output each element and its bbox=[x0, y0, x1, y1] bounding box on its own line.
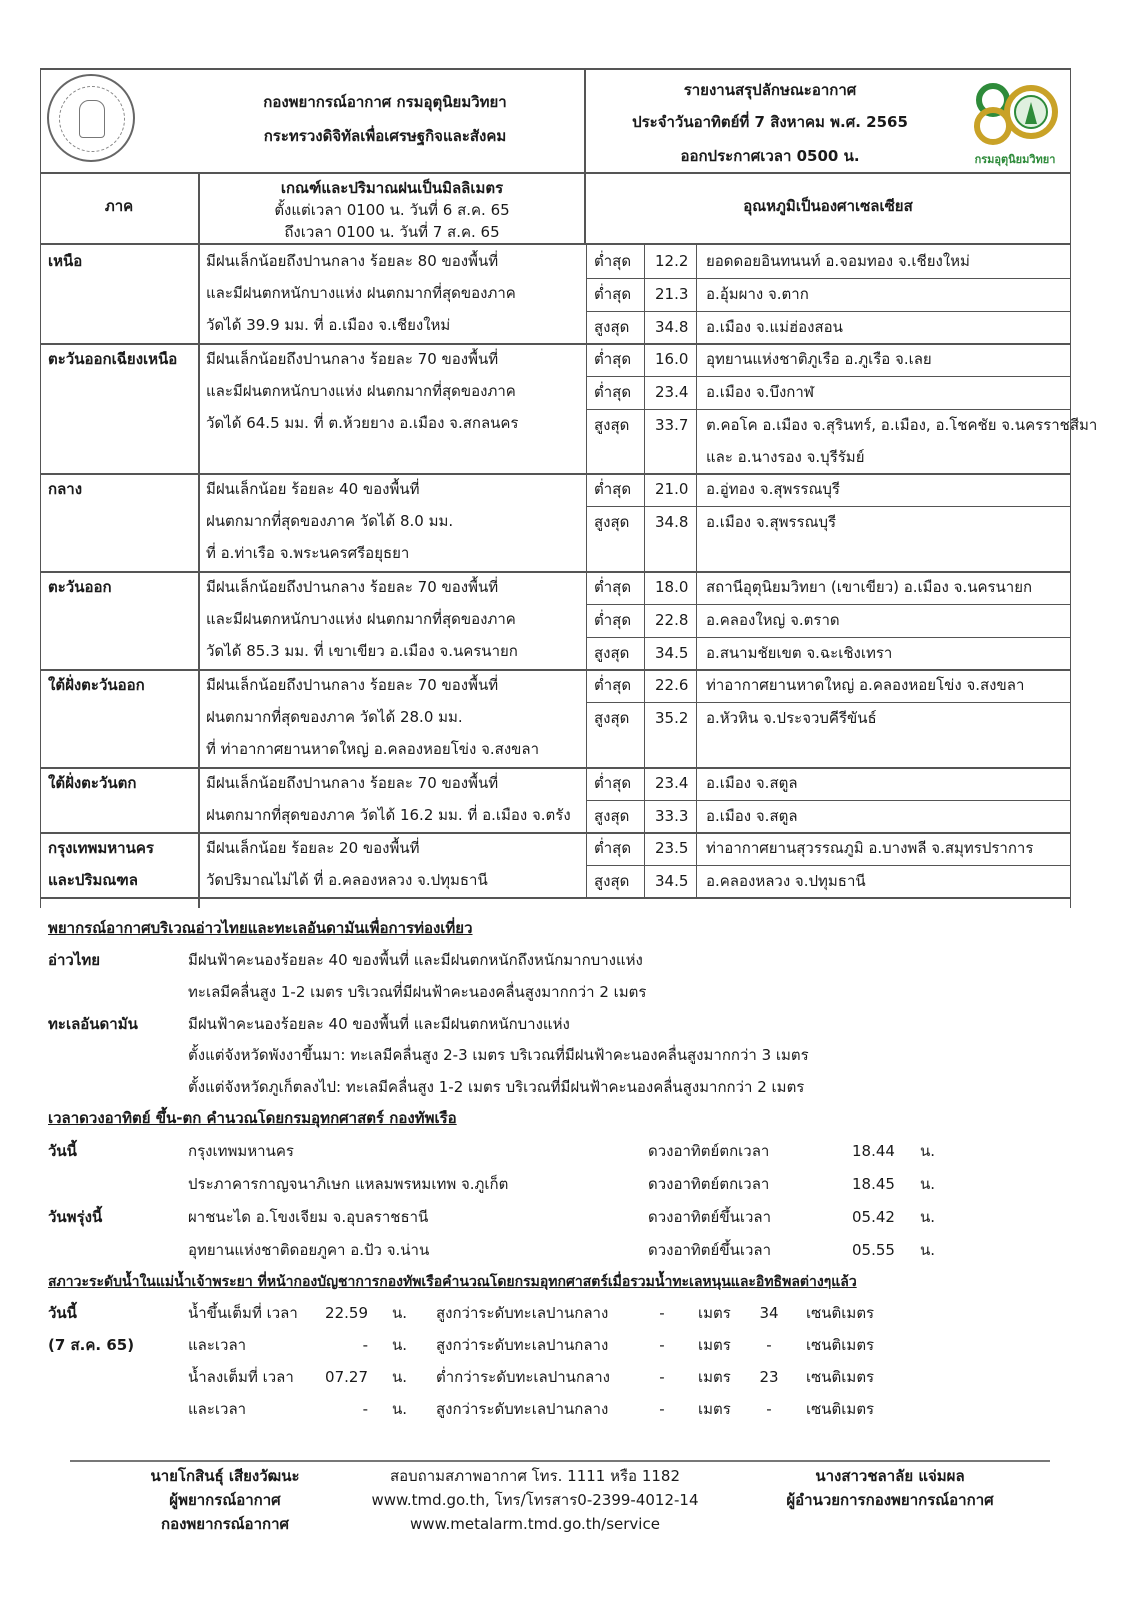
table-row-divider bbox=[586, 278, 1070, 279]
marine-andaman-line: มีฝนฟ้าคะนองร้อยละ 40 ของพื้นที่ และมีฝนตกหนักบางแห่ง bbox=[188, 1015, 570, 1033]
temp-value: 23.5 bbox=[655, 839, 689, 857]
column-header-region: ภาค bbox=[104, 197, 134, 215]
tide-meters-unit: เมตร bbox=[698, 1304, 731, 1322]
temp-value: 34.8 bbox=[655, 318, 689, 336]
table-column-divider bbox=[696, 571, 697, 669]
tide-event: และเวลา bbox=[188, 1336, 247, 1354]
rain-summary-line: มีฝนเล็กน้อยถึงปานกลาง ร้อยละ 70 ของพื้นที่ bbox=[206, 774, 499, 792]
table-column-divider bbox=[586, 473, 587, 571]
rain-summary-line: มีฝนเล็กน้อยถึงปานกลาง ร้อยละ 70 ของพื้นที่ bbox=[206, 350, 499, 368]
table-column-divider bbox=[644, 832, 645, 897]
region-name: ตะวันออกเฉียงเหนือ bbox=[48, 350, 178, 368]
report-date: ประจำวันอาทิตย์ที่ 7 สิงหาคม พ.ศ. 2565 bbox=[632, 113, 908, 131]
rain-summary-line: ที่ อ.ท่าเรือ จ.พระนครศรีอยุธยา bbox=[206, 544, 410, 562]
tide-event: น้ำลงเต็มที่ เวลา bbox=[188, 1368, 294, 1386]
tide-centimeters-unit: เซนติเมตร bbox=[806, 1400, 875, 1418]
rain-summary-line: และมีฝนตกหนักบางแห่ง ฝนตกมากที่สุดของภาค bbox=[206, 284, 516, 302]
tide-day-date: (7 ส.ค. 65) bbox=[48, 1336, 135, 1354]
sun-time-unit: น. bbox=[920, 1175, 936, 1193]
region-name: ตะวันออก bbox=[48, 578, 112, 596]
table-row-divider bbox=[586, 376, 1070, 377]
ministry-name: กระทรวงดิจิทัลเพื่อเศรษฐกิจและสังคม bbox=[263, 127, 507, 145]
contact-website[interactable]: www.tmd.go.th, โทร/โทรสาร0-2399-4012-14 bbox=[371, 1491, 699, 1509]
table-row-divider bbox=[586, 637, 1070, 638]
tide-time-unit: น. bbox=[392, 1336, 408, 1354]
temp-value: 23.4 bbox=[655, 383, 689, 401]
temp-value: 18.0 bbox=[655, 578, 689, 596]
temp-location: อุทยานแห่งชาติภูเรือ อ.ภูเรือ จ.เลย bbox=[706, 350, 932, 368]
sun-event: ดวงอาทิตย์ขึ้นเวลา bbox=[648, 1241, 772, 1259]
tide-meters: - bbox=[659, 1304, 665, 1322]
forecaster-division: กองพยากรณ์อากาศ bbox=[160, 1515, 290, 1533]
column-header-temperature: อุณหภูมิเป็นองศาเซลเซียส bbox=[743, 197, 913, 215]
sun-event: ดวงอาทิตย์ขึ้นเวลา bbox=[648, 1208, 772, 1226]
temp-type: ต่ำสุด bbox=[594, 578, 632, 596]
tide-meters-unit: เมตร bbox=[698, 1336, 731, 1354]
temp-value: 21.0 bbox=[655, 480, 689, 498]
rain-summary-line: วัดปริมาณไม่ได้ ที่ อ.คลองหลวง จ.ปทุมธานี bbox=[206, 871, 488, 889]
temp-location: สถานีอุตุนิยมวิทยา (เขาเขียว) อ.เมือง จ.นครนายก bbox=[706, 578, 1033, 596]
rain-period-from: ตั้งแต่เวลา 0100 น. วันที่ 6 ส.ค. 65 bbox=[274, 201, 510, 219]
temp-type: ต่ำสุด bbox=[594, 774, 632, 792]
sun-location: ประภาคารกาญจนาภิเษก แหลมพรหมเทพ จ.ภูเก็ต bbox=[188, 1175, 509, 1193]
temp-location: อ.คลองหลวง จ.ปทุมธานี bbox=[706, 872, 866, 890]
temp-location: ต.คอโค อ.เมือง จ.สุรินทร์, อ.เมือง, อ.โชคชัย จ.นครราชสีมา bbox=[706, 416, 1098, 434]
sun-section-title: เวลาดวงอาทิตย์ ขึ้น-ตก คำนวณโดยกรมอุทกศาสตร์ กองทัพเรือ bbox=[48, 1109, 457, 1127]
temp-type: ต่ำสุด bbox=[594, 383, 632, 401]
sun-location: ผาชนะได อ.โขงเจียม จ.อุบลราชธานี bbox=[188, 1208, 429, 1226]
sun-time-unit: น. bbox=[920, 1208, 936, 1226]
temp-type: สูงสุด bbox=[594, 513, 630, 531]
tide-reference: สูงกว่าระดับทะเลปานกลาง bbox=[436, 1336, 609, 1354]
org-name: กองพยากรณ์อากาศ กรมอุตุนิยมวิทยา bbox=[263, 93, 507, 111]
region-name: ใต้ฝั่งตะวันออก bbox=[48, 676, 145, 694]
rain-summary-line: มีฝนเล็กน้อย ร้อยละ 20 ของพื้นที่ bbox=[206, 839, 420, 857]
table-column-divider bbox=[586, 832, 587, 897]
rain-summary-line: มีฝนเล็กน้อยถึงปานกลาง ร้อยละ 70 ของพื้นที่ bbox=[206, 676, 499, 694]
temp-value: 33.3 bbox=[655, 807, 689, 825]
sun-time-unit: น. bbox=[920, 1241, 936, 1259]
table-row-divider bbox=[40, 767, 1071, 769]
tide-centimeters: - bbox=[766, 1400, 772, 1418]
temp-location: อ.เมือง จ.สตูล bbox=[706, 807, 798, 825]
temp-value: 34.5 bbox=[655, 872, 689, 890]
table-column-divider bbox=[586, 245, 587, 343]
tmd-80th-anniversary-logo bbox=[965, 80, 1065, 170]
temp-type: สูงสุด bbox=[594, 709, 630, 727]
tide-meters: - bbox=[659, 1400, 665, 1418]
temp-value: 23.4 bbox=[655, 774, 689, 792]
temp-type: สูงสุด bbox=[594, 318, 630, 336]
temp-type: ต่ำสุด bbox=[594, 676, 632, 694]
table-column-divider bbox=[586, 571, 587, 669]
sun-location: อุทยานแห่งชาติดอยภูคา อ.ปัว จ.น่าน bbox=[188, 1241, 430, 1259]
temp-location: อ.อู่ทอง จ.สุพรรณบุรี bbox=[706, 480, 840, 498]
temp-type: สูงสุด bbox=[594, 644, 630, 662]
tide-day-label: วันนี้ bbox=[48, 1304, 77, 1322]
logo-text: กรมอุตุนิยมวิทยา bbox=[974, 153, 1056, 166]
temp-location: อ.เมือง จ.สุพรรณบุรี bbox=[706, 513, 837, 531]
region-name: ใต้ฝั่งตะวันตก bbox=[48, 774, 137, 792]
temp-value: 12.2 bbox=[655, 252, 689, 270]
tide-time: - bbox=[362, 1336, 368, 1354]
tide-event: น้ำขึ้นเต็มที่ เวลา bbox=[188, 1304, 298, 1322]
sun-time: 18.44 bbox=[852, 1142, 895, 1160]
region-name: กลาง bbox=[48, 480, 83, 498]
table-column-divider bbox=[644, 245, 645, 343]
table-column-divider bbox=[696, 832, 697, 897]
rain-summary-line: มีฝนเล็กน้อยถึงปานกลาง ร้อยละ 70 ของพื้นที่ bbox=[206, 578, 499, 596]
rain-summary-line: วัดได้ 85.3 มม. ที่ เขาเขียว อ.เมือง จ.นครนายก bbox=[206, 642, 518, 660]
temp-type: ต่ำสุด bbox=[594, 839, 632, 857]
report-title: รายงานสรุปลักษณะอากาศ bbox=[683, 81, 857, 99]
tide-time: - bbox=[362, 1400, 368, 1418]
rain-summary-line: ฝนตกมากที่สุดของภาค วัดได้ 16.2 มม. ที่ อ.เมือง จ.ตรัง bbox=[206, 806, 571, 824]
table-column-divider bbox=[586, 343, 587, 473]
temp-location: อ.เมือง จ.บึงกาฬ bbox=[706, 383, 815, 401]
temp-type: สูงสุด bbox=[594, 807, 630, 825]
marine-andaman-line: ตั้งแต่จังหวัดพังงาขึ้นมา: ทะเลมีคลื่นสูง 2-3 เมตร บริเวณที่มีฝนฟ้าคะนองคลื่นสูงมากกว่า 3 เมตร bbox=[188, 1046, 809, 1064]
table-row-divider bbox=[586, 506, 1070, 507]
tide-meters: - bbox=[659, 1368, 665, 1386]
temp-location: ยอดดอยอินทนนท์ อ.จอมทอง จ.เชียงใหม่ bbox=[706, 252, 970, 270]
forecaster-name: นายโกสินธุ์ เสียงวัฒนะ bbox=[150, 1467, 300, 1485]
region-name: และปริมณฑล bbox=[48, 871, 138, 889]
tide-centimeters-unit: เซนติเมตร bbox=[806, 1304, 875, 1322]
temp-location: อ.เมือง จ.สตูล bbox=[706, 774, 798, 792]
temp-location: อ.อุ้มผาง จ.ตาก bbox=[706, 285, 809, 303]
marine-section-title: พยากรณ์อากาศบริเวณอ่าวไทยและทะเลอันดามันเพื่อการท่องเที่ยว bbox=[48, 919, 473, 937]
director-name: นางสาวชลาลัย แจ่มผล bbox=[815, 1467, 965, 1485]
temp-value: 22.6 bbox=[655, 676, 689, 694]
rain-summary-line: และมีฝนตกหนักบางแห่ง ฝนตกมากที่สุดของภาค bbox=[206, 382, 516, 400]
table-column-divider bbox=[644, 343, 645, 473]
table-column-divider bbox=[586, 669, 587, 767]
tide-centimeters-unit: เซนติเมตร bbox=[806, 1368, 875, 1386]
table-row-divider bbox=[586, 865, 1070, 866]
temp-location: อ.คลองใหญ่ จ.ตราด bbox=[706, 611, 840, 629]
tide-time-unit: น. bbox=[392, 1304, 408, 1322]
table-column-divider bbox=[696, 669, 697, 767]
temp-value: 34.5 bbox=[655, 644, 689, 662]
temp-location: ท่าอากาศยานสุวรรณภูมิ อ.บางพลี จ.สมุทรปราการ bbox=[706, 839, 1034, 857]
tide-centimeters: 23 bbox=[759, 1368, 779, 1386]
table-column-divider bbox=[644, 669, 645, 767]
tide-time: 22.59 bbox=[325, 1304, 368, 1322]
tide-time-unit: น. bbox=[392, 1400, 408, 1418]
temp-value: 35.2 bbox=[655, 709, 689, 727]
table-column-divider bbox=[586, 767, 587, 832]
sun-time: 05.42 bbox=[852, 1208, 895, 1226]
rain-summary-line: ฝนตกมากที่สุดของภาค วัดได้ 8.0 มม. bbox=[206, 512, 454, 530]
tide-reference: สูงกว่าระดับทะเลปานกลาง bbox=[436, 1400, 609, 1418]
temp-type: ต่ำสุด bbox=[594, 611, 632, 629]
tide-reference: ต่ำกว่าระดับทะเลปานกลาง bbox=[436, 1368, 610, 1386]
tide-meters-unit: เมตร bbox=[698, 1400, 731, 1418]
region-name: เหนือ bbox=[48, 252, 83, 270]
table-row-divider bbox=[40, 669, 1071, 671]
tide-centimeters: - bbox=[766, 1336, 772, 1354]
temp-value: 22.8 bbox=[655, 611, 689, 629]
temp-type: สูงสุด bbox=[594, 416, 630, 434]
rain-summary-line: มีฝนเล็กน้อยถึงปานกลาง ร้อยละ 80 ของพื้นที่ bbox=[206, 252, 499, 270]
sun-event: ดวงอาทิตย์ตกเวลา bbox=[648, 1175, 770, 1193]
rain-summary-line: ที่ ท่าอากาศยานหาดใหญ่ อ.คลองหอยโข่ง จ.สงขลา bbox=[206, 740, 540, 758]
region-name: กรุงเทพมหานคร bbox=[48, 839, 154, 857]
temp-type: สูงสุด bbox=[594, 872, 630, 890]
temp-type: ต่ำสุด bbox=[594, 350, 632, 368]
temp-location: อ.หัวหิน จ.ประจวบคีรีขันธ์ bbox=[706, 709, 877, 727]
tide-meters-unit: เมตร bbox=[698, 1368, 731, 1386]
marine-label-gulf: อ่าวไทย bbox=[48, 951, 101, 969]
marine-andaman-line: ตั้งแต่จังหวัดภูเก็ตลงไป: ทะเลมีคลื่นสูง 1-2 เมตร บริเวณที่มีฝนฟ้าคะนองคลื่นสูงมากกว่า 2 เมตร bbox=[188, 1078, 805, 1096]
rain-period-to: ถึงเวลา 0100 น. วันที่ 7 ส.ค. 65 bbox=[284, 223, 500, 241]
temp-location: ท่าอากาศยานหาดใหญ่ อ.คลองหอยโข่ง จ.สงขลา bbox=[706, 676, 1025, 694]
sun-time: 18.45 bbox=[852, 1175, 895, 1193]
sun-day-label: วันนี้ bbox=[48, 1142, 77, 1160]
sun-day-label: วันพรุ่งนี้ bbox=[48, 1208, 103, 1226]
tide-event: และเวลา bbox=[188, 1400, 247, 1418]
marine-gulf-line: มีฝนฟ้าคะนองร้อยละ 40 ของพื้นที่ และมีฝนตกหนักถึงหนักมากบางแห่ง bbox=[188, 951, 643, 969]
temp-location: อ.เมือง จ.แม่ฮ่องสอน bbox=[706, 318, 843, 336]
rain-summary-line: ฝนตกมากที่สุดของภาค วัดได้ 28.0 มม. bbox=[206, 708, 463, 726]
column-header-rain: เกณฑ์และปริมาณฝนเป็นมิลลิเมตร bbox=[280, 179, 504, 197]
table-column-divider bbox=[644, 473, 645, 571]
report-time: ออกประกาศเวลา 0500 น. bbox=[680, 147, 860, 165]
temp-type: ต่ำสุด bbox=[594, 285, 632, 303]
rain-summary-line: มีฝนเล็กน้อย ร้อยละ 40 ของพื้นที่ bbox=[206, 480, 420, 498]
tide-time-unit: น. bbox=[392, 1368, 408, 1386]
rain-summary-line: วัดได้ 64.5 มม. ที่ ต.ห้วยยาง อ.เมือง จ.สกลนคร bbox=[206, 414, 519, 432]
temp-value: 21.3 bbox=[655, 285, 689, 303]
rain-summary-line: วัดได้ 39.9 มม. ที่ อ.เมือง จ.เชียงใหม่ bbox=[206, 316, 451, 334]
table-row-divider bbox=[586, 604, 1070, 605]
table-row-divider bbox=[40, 571, 1071, 573]
tide-meters: - bbox=[659, 1336, 665, 1354]
table-column-divider bbox=[696, 473, 697, 571]
temp-value: 34.8 bbox=[655, 513, 689, 531]
table-column-divider bbox=[644, 767, 645, 832]
temp-value: 16.0 bbox=[655, 350, 689, 368]
table-row-divider bbox=[586, 800, 1070, 801]
tide-section-title: สภาวะระดับน้ำในแม่น้ำเจ้าพระยา ที่หน้ากองบัญชาการกองทัพเรือคำนวณโดยกรมอุทกศาสตร์เมื่อรวมน้ำทะเลหนุนและอิทธิพลต่างๆแล้ว bbox=[48, 1274, 857, 1290]
temp-location: อ.สนามชัยเขต จ.ฉะเชิงเทรา bbox=[706, 644, 893, 662]
table-row-divider bbox=[586, 409, 1070, 410]
rain-summary-line: และมีฝนตกหนักบางแห่ง ฝนตกมากที่สุดของภาค bbox=[206, 610, 516, 628]
table-column-divider bbox=[696, 343, 697, 473]
table-row-divider bbox=[40, 832, 1071, 834]
marine-gulf-line: ทะเลมีคลื่นสูง 1-2 เมตร บริเวณที่มีฝนฟ้าคะนองคลื่นสูงมากกว่า 2 เมตร bbox=[188, 983, 647, 1001]
temp-type: ต่ำสุด bbox=[594, 480, 632, 498]
table-column-divider bbox=[644, 571, 645, 669]
table-row-divider bbox=[586, 311, 1070, 312]
sun-time-unit: น. bbox=[920, 1142, 936, 1160]
tide-reference: สูงกว่าระดับทะเลปานกลาง bbox=[436, 1304, 609, 1322]
table-row-divider bbox=[586, 702, 1070, 703]
table-row-divider bbox=[40, 897, 1071, 899]
tide-centimeters: 34 bbox=[759, 1304, 779, 1322]
tide-time: 07.27 bbox=[325, 1368, 368, 1386]
contact-service-link[interactable]: www.metalarm.tmd.go.th/service bbox=[410, 1515, 660, 1533]
sun-location: กรุงเทพมหานคร bbox=[188, 1142, 294, 1160]
contact-phone: สอบถามสภาพอากาศ โทร. 1111 หรือ 1182 bbox=[389, 1467, 681, 1485]
sun-time: 05.55 bbox=[852, 1241, 895, 1259]
temp-value: 33.7 bbox=[655, 416, 689, 434]
forecaster-title: ผู้พยากรณ์อากาศ bbox=[169, 1491, 281, 1509]
director-title: ผู้อำนวยการกองพยากรณ์อากาศ bbox=[786, 1491, 994, 1509]
table-row-divider bbox=[40, 343, 1071, 345]
table-row-divider bbox=[40, 473, 1071, 475]
tmd-seal-logo bbox=[47, 74, 135, 162]
sun-event: ดวงอาทิตย์ตกเวลา bbox=[648, 1142, 770, 1160]
temp-type: ต่ำสุด bbox=[594, 252, 632, 270]
tide-centimeters-unit: เซนติเมตร bbox=[806, 1336, 875, 1354]
marine-label-andaman: ทะเลอันดามัน bbox=[48, 1015, 138, 1033]
table-column-divider bbox=[696, 245, 697, 343]
table-column-divider bbox=[696, 767, 697, 832]
temp-location: และ อ.นางรอง จ.บุรีรัมย์ bbox=[706, 448, 865, 466]
